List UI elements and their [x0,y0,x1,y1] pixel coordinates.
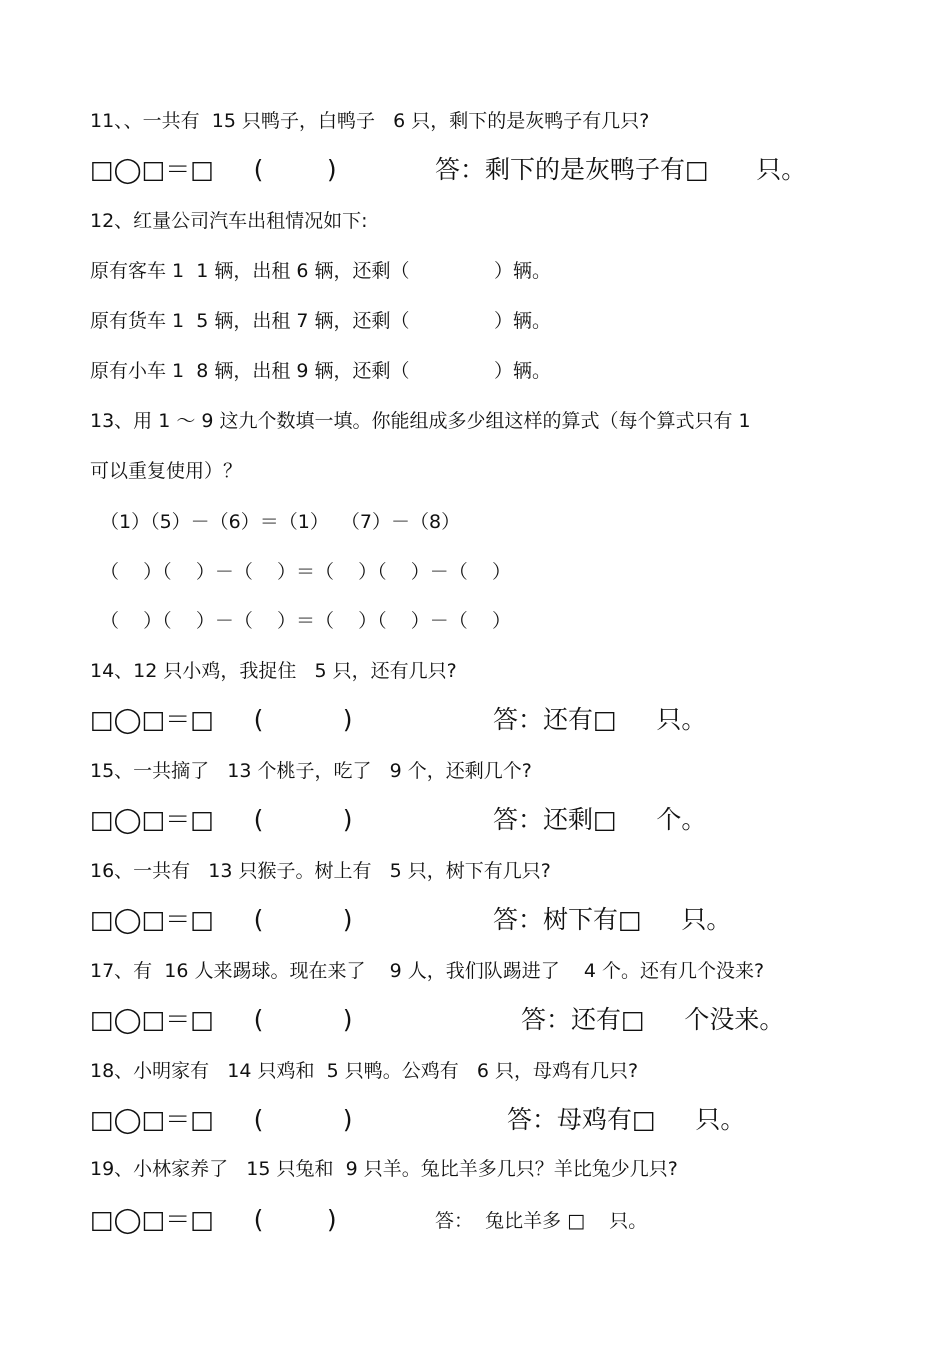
q11-answer[interactable]: 答：剩下的是灰鸭子有□ 只。 [435,155,807,184]
q18-answer[interactable]: 答：母鸡有□ 只。 [507,1105,746,1134]
q13-question-line2: 可以重复使用）？ [90,460,243,482]
q15-answer[interactable]: 答：还剩□ 个。 [493,805,707,834]
q12-row-cargo[interactable]: 原有货车 1 5 辆，出租 7 辆，还剩（ ）辆。 [90,310,552,332]
q18-question: 18、小明家有 14 只鸡和 5 只鸭。公鸡有 6 只，母鸡有几只? [90,1060,639,1082]
q14-question: 14、12 只小鸡，我捉住 5 只，还有几只? [90,660,457,682]
q19-question: 19、小林家养了 15 只兔和 9 只羊。兔比羊多几只？羊比兔少几只? [90,1158,678,1180]
q17-answer[interactable]: 答：还有□ 个没来。 [521,1005,785,1034]
q16-equation[interactable]: □◯□＝□ ( ) [90,905,353,934]
q13-question-line1: 13、用 1 ～ 9 这九个数填一填。你能组成多少组这样的算式（每个算式只有 1 [90,410,751,432]
q19-equation[interactable]: □◯□＝□ ( ) [90,1205,337,1234]
q13-example-row: （1）（5）－（6）＝（1） （7）－（8） [100,511,461,533]
q16-answer[interactable]: 答：树下有□ 只。 [493,905,732,934]
q12-row-car[interactable]: 原有小车 1 8 辆，出租 9 辆，还剩（ ）辆。 [90,360,552,382]
q18-equation[interactable]: □◯□＝□ ( ) [90,1105,353,1134]
q16-question: 16、一共有 13 只猴子。树上有 5 只，树下有几只? [90,860,551,882]
q17-question: 17、有 16 人来踢球。现在来了 9 人，我们队踢进了 4 个。还有几个没来? [90,960,765,982]
q15-equation[interactable]: □◯□＝□ ( ) [90,805,353,834]
q13-blank-row-2[interactable]: （ ）（ ）－（ ）＝（ ）（ ）－（ ） [100,610,511,632]
q11-equation[interactable]: □◯□＝□ ( ) [90,155,337,184]
q13-blank-row-1[interactable]: （ ）（ ）－（ ）＝（ ）（ ）－（ ） [100,561,511,583]
q17-equation[interactable]: □◯□＝□ ( ) [90,1005,353,1034]
q15-question: 15、一共摘了 13 个桃子，吃了 9 个，还剩几个? [90,760,532,782]
q12-question: 12、红量公司汽车出租情况如下: [90,210,368,232]
q19-answer[interactable]: 答： 兔比羊多 □ 只。 [435,1210,648,1232]
q14-equation[interactable]: □◯□＝□ ( ) [90,705,353,734]
q11-question: 11、、一共有 15 只鸭子，白鸭子 6 只，剩下的是灰鸭子有几只? [90,110,650,132]
q12-row-passenger[interactable]: 原有客车 1 1 辆，出租 6 辆，还剩（ ）辆。 [90,260,552,282]
q14-answer[interactable]: 答：还有□ 只。 [493,705,707,734]
